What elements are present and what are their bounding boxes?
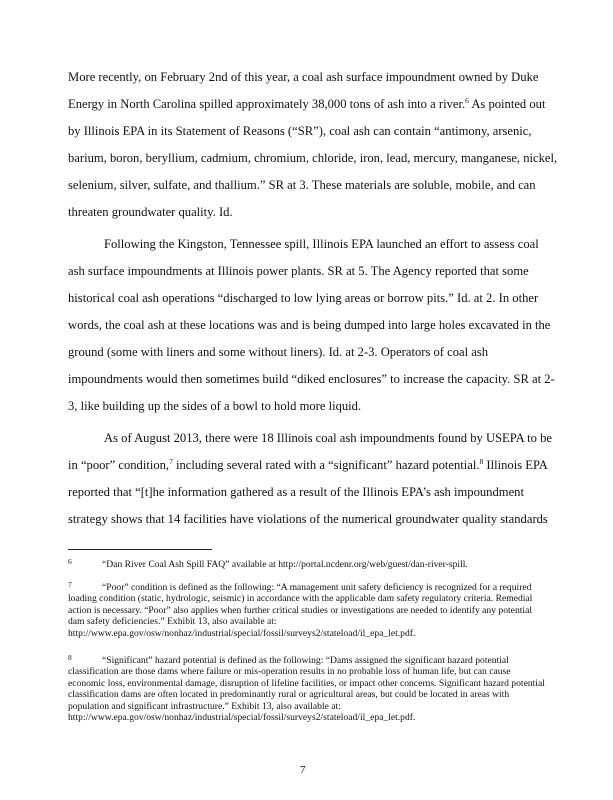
body-line: by Illinois EPA in its Statement of Reasons (“SR”), coal ash can contain “antimony, arsenic, bbox=[68, 124, 532, 138]
page-number: 7 bbox=[300, 764, 306, 776]
footnote-separator bbox=[68, 549, 212, 550]
body-line: Following the Kingston, Tennessee spill, Illinois EPA launched an effort to assess coal bbox=[104, 237, 539, 251]
body-line: reported that “[t]he information gathered as a result of the Illinois EPA’s ash impoundment bbox=[68, 485, 524, 499]
footnote-ref[interactable]: 7 bbox=[169, 457, 173, 466]
footnote-text: “Dan River Coal Ash Spill FAQ” available at http://portal.ncdenr.org/web/guest/dan-river-spill. bbox=[102, 559, 468, 570]
body-line: ground (some with liners and some without liners). Id. at 2-3. Operators of coal ash bbox=[68, 345, 489, 359]
footnote: 7 “Poor” condition is defined as the following: “A management unit safety deficiency is recognized for a required loading condition (static, hydrologic, seismic) in accordance with the applicable dam safety regulatory criteria. Remedial action is necessary. “Poor” also applies when further critical studies or investigations are needed to identify any potential dam safety deficiencies.” Exhibit 13, also available at: http://www.epa.gov/osw/nonhaz/industrial/special/fossil/surveys2/stateload/il_epa_let.pdf. bbox=[68, 580, 533, 639]
footnote: 8 “Significant” hazard potential is defined as the following: “Dams assigned the significant hazard potential classification are those dams where failure or mis-operation results in no probable loss of human life, but can cause economic loss, environmental damage, disruption of lifeline facilities, or impact other concerns. Significant hazard potential classification dams are often located in predominantly rural or agricultural areas, but could be located in areas with population and significant infrastructure.” Exhibit 13, also available at: http://www.epa.gov/osw/nonhaz/industrial/special/fossil/surveys2/stateload/il_epa_let.pdf. bbox=[68, 653, 545, 724]
footnote: 6 “Dan River Coal Ash Spill FAQ” available at http://portal.ncdenr.org/web/guest/dan-river-spill. bbox=[68, 557, 468, 570]
footnote-ref[interactable]: 8 bbox=[479, 457, 484, 466]
body-line: As of August 2013, there were 18 Illinois coal ash impoundments found by USEPA to be bbox=[104, 431, 552, 445]
body-line: barium, boron, beryllium, cadmium, chromium, chloride, iron, lead, mercury, manganese, nickel, bbox=[68, 151, 558, 165]
footnote-ref[interactable]: 6 bbox=[465, 96, 469, 105]
body-line: threaten groundwater quality. Id. bbox=[68, 205, 233, 219]
body-line: words, the coal ash at these locations was and is being dumped into large holes excavated in the bbox=[68, 318, 551, 332]
body-line: in “poor” condition,$^7$ including several rated with a “significant” hazard potential.$^8$ Illinois EPA bbox=[68, 457, 548, 472]
body-line: ash surface impoundments at Illinois power plants. SR at 5. The Agency reported that some bbox=[68, 264, 529, 278]
body-line: 3, like building up the sides of a bowl to hold more liquid. bbox=[68, 399, 362, 413]
body-line: impoundments would then sometimes build “diked enclosures” to increase the capacity. SR at 2- bbox=[68, 372, 555, 386]
body-line: Energy in North Carolina spilled approximately 38,000 tons of ash into a river.$^6$ As pointed out bbox=[68, 96, 546, 111]
footnote-text: “Poor” condition is defined as the following: “A management unit safety deficiency is recognized for a required loading condition (static, hydrologic, seismic) in accordance with the applicable dam safety regulatory criteria. Remedial action is necessary. “Poor” also applies when further critical studies or investigations are needed to identify any potential dam safety deficiencies.” Exhibit 13, also available at: http://www.epa.gov/osw/nonhaz/industrial/special/fossil/surveys2/stateload/il_epa_let.pdf. bbox=[68, 582, 533, 639]
body-line: strategy shows that 14 facilities have violations of the numerical groundwater quality standards bbox=[68, 512, 548, 526]
footnote-text: “Significant” hazard potential is defined as the following: “Dams assigned the significant hazard potential classification are those dams where failure or mis-operation results in no probable loss of human life, but can cause economic loss, environmental damage, disruption of lifeline facilities, or impact other concerns. Significant hazard potential classification dams are often located in predominantly rural or agricultural areas, but could be located in areas with population and significant infrastructure.” Exhibit 13, also available at: http://www.epa.gov/osw/nonhaz/industrial/special/fossil/surveys2/stateload/il_epa_let.pdf. bbox=[68, 655, 545, 724]
body-line: historical coal ash operations “discharged to low lying areas or borrow pits.” Id. at 2. In other bbox=[68, 291, 539, 305]
body-line: selenium, silver, sulfate, and thallium.” SR at 3. These materials are soluble, mobile, and can bbox=[68, 178, 536, 192]
body-line: More recently, on February 2nd of this year, a coal ash surface impoundment owned by Duke bbox=[68, 70, 539, 84]
